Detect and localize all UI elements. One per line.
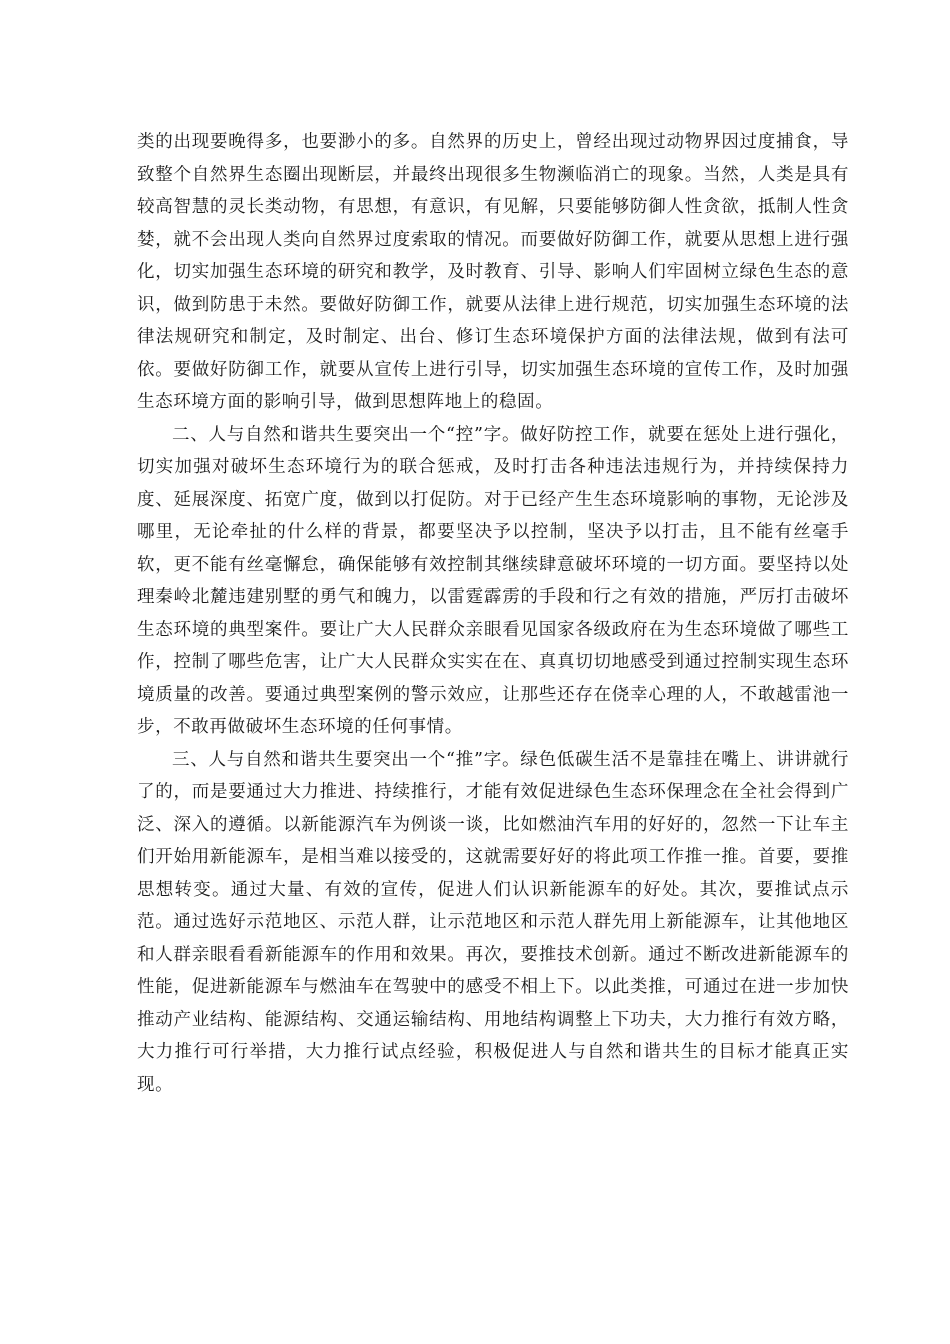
- document-page: [137, 126, 849, 1101]
- paragraph-continuation: 类的出现要晚得多，也要渺小的多。自然界的历史上，曾经出现过动物界因过度捕食，导致整个自然界生态圈出现断层，并最终出现很多生物濒临消亡的现象。当然，人类是具有较高智慧的灵长类动物，有思想，有意识，有见解，只要能够防御人性贪欲，抵制人性贪婪，就不会出现人类向自然界过度索取的情况。而要做好防御工作，就要从思想上进行强化，切实加强生态环境的研究和教学，及时教育、引导、影响人们牢固树立绿色生态的意识，做到防患于未然。要做好防御工作，就要从法律上进行规范，切实加强生态环境的法律法规研究和制定，及时制定、出台、修订生态环境保护方面的法律法规，做到有法可依。要做好防御工作，就要从宣传上进行引导，切实加强生态环境的宣传工作，及时加强生态环境方面的影响引导，做到思想阵地上的稳固。: [137, 132, 849, 412]
- paragraph-control: 二、人与自然和谐共生要突出一个“控”字。做好防控工作，就要在惩处上进行强化，切实加强对破坏生态环境行为的联合惩戒，及时打击各种违法违规行为，并持续保持力度、延展深度、拓宽广度，做到以打促防。对于已经产生生态环境影响的事物，无论涉及哪里，无论牵扯的什么样的背景，都要坚决予以控制，坚决予以打击，且不能有丝毫手软，更不能有丝毫懈怠，确保能够有效控制其继续肆意破坏环境的一切方面。要坚持以处理秦岭北麓违建别墅的勇气和魄力，以雷霆霹雳的手段和行之有效的措施，严厉打击破坏生态环境的典型案件。要让广大人民群众亲眼看见国家各级政府在为生态环境做了哪些工作，控制了哪些危害，让广大人民群众实实在在、真真切切地感受到通过控制实现生态环境质量的改善。要通过典型案例的警示效应，让那些还存在侥幸心理的人，不敢越雷池一步，不敢再做破坏生态环境的任何事情。: [137, 424, 849, 737]
- paragraph-promote: 三、人与自然和谐共生要突出一个“推”字。绿色低碳生活不是靠挂在嘴上、讲讲就行了的，而是要通过大力推进、持续推行，才能有效促进绿色生态环保理念在全社会得到广泛、深入的遵循。以新能源汽车为例谈一谈，比如燃油汽车用的好好的，忽然一下让车主们开始用新能源车，是相当难以接受的，这就需要好好的将此项工作推一推。首要，要推思想转变。通过大量、有效的宣传，促进人们认识新能源车的好处。其次，要推试点示范。通过选好示范地区、示范人群，让示范地区和示范人群先用上新能源车，让其他地区和人群亲眼看看新能源车的作用和效果。再次，要推技术创新。通过不断改进新能源车的性能，促进新能源车与燃油车在驾驶中的感受不相上下。以此类推，可通过在进一步加快推动产业结构、能源结构、交通运输结构、用地结构调整上下功夫，大力推行有效方略，大力推行可行举措，大力推行试点经验，积极促进人与自然和谐共生的目标才能真正实现。: [137, 749, 849, 1095]
